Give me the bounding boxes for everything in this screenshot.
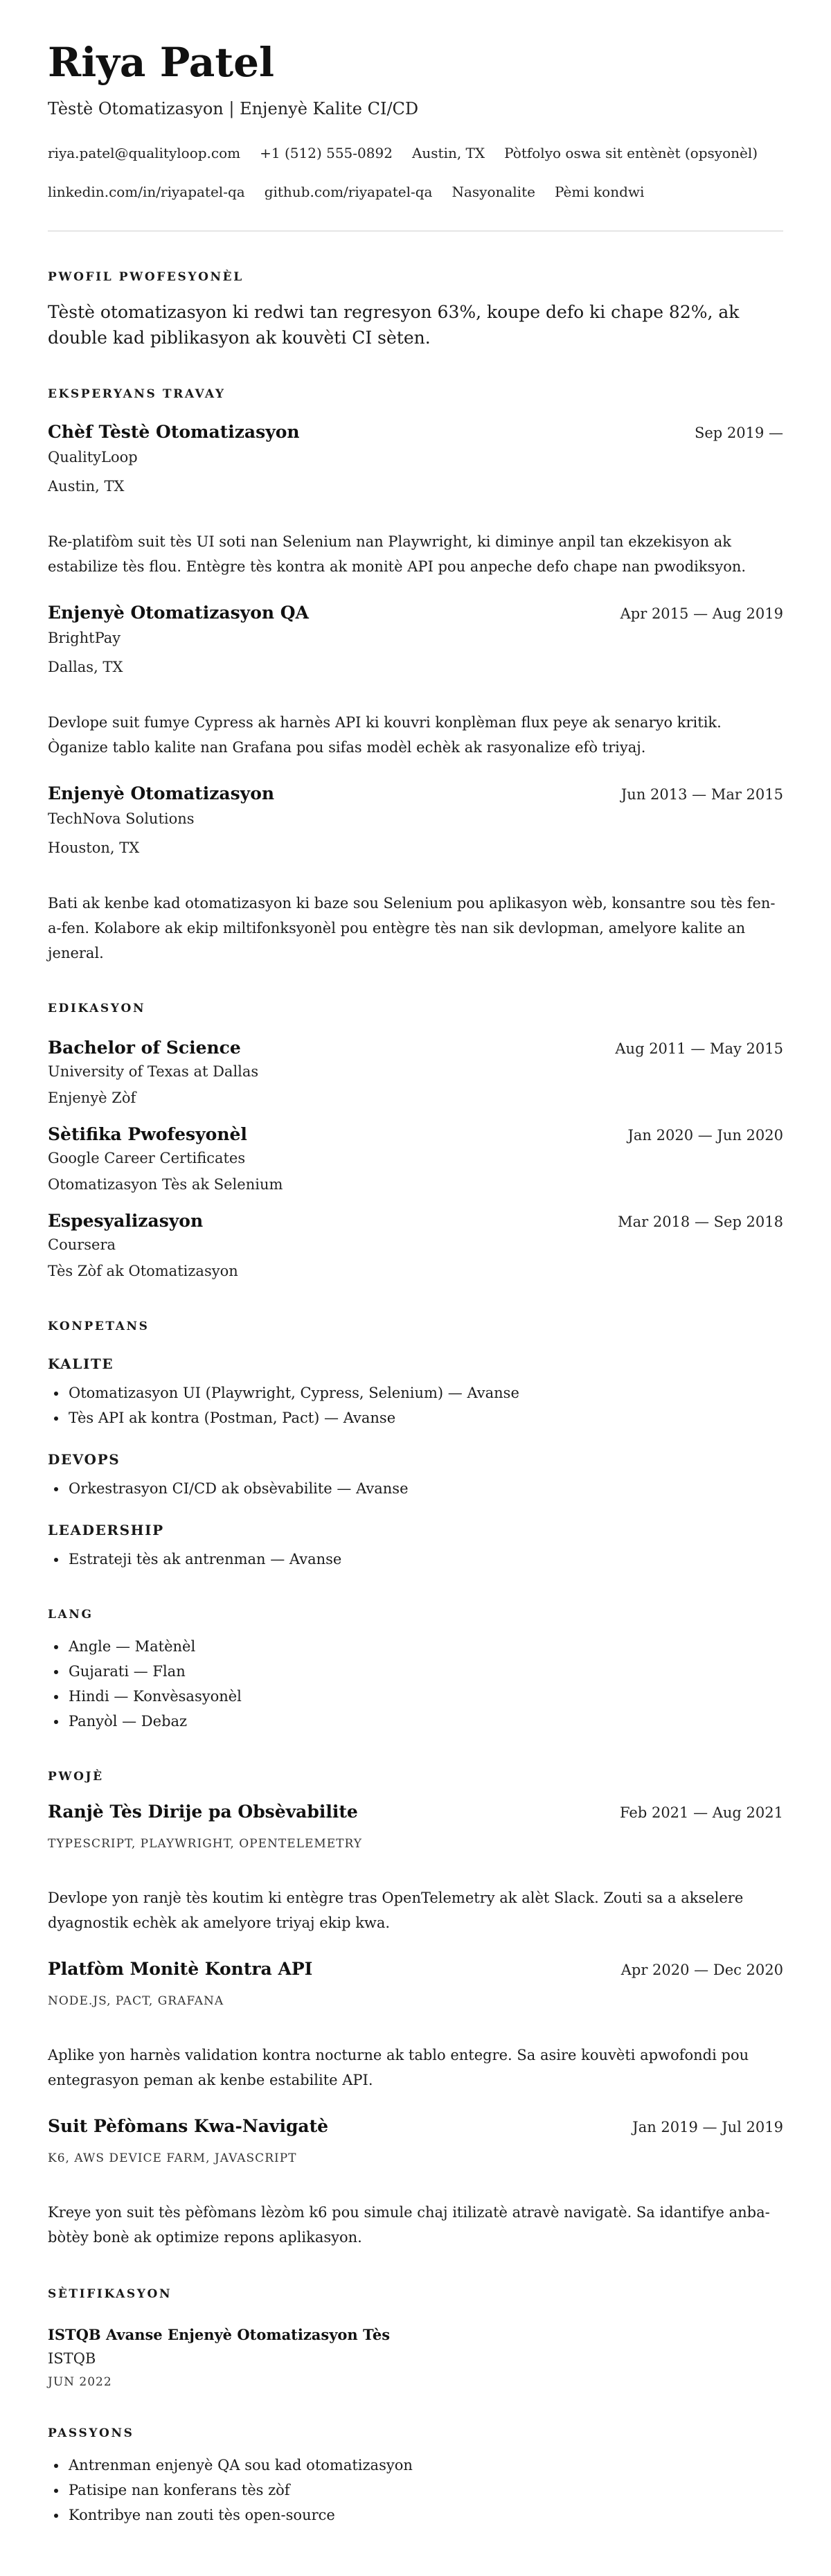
project-entry	[48, 1802, 783, 1935]
education-dates: Aug 2011 — May 2015	[615, 1040, 783, 1057]
project-name: Ranjè Tès Dirije pa Obsèvabilite	[48, 1801, 358, 1822]
project-dates: Jan 2019 — Jul 2019	[632, 2118, 783, 2135]
list-item: • Hindi — Konvèsasyonèl	[67, 1684, 783, 1709]
education-entry	[48, 1211, 783, 1279]
job-entry	[48, 422, 783, 579]
job-entry	[48, 783, 783, 966]
education-entry	[48, 1124, 783, 1193]
project-dates: Feb 2021 — Aug 2021	[619, 1804, 783, 1821]
job-description: Devlope suit fumye Cypress ak harnès API ki kouvri konplèman flux peye ak senaryo kritik. Òganize tablo kalite nan Grafana pou sifas modèl echèk ak rasyonalize efò triyaj.	[48, 713, 722, 756]
project-description: Aplike yon harnès validation kontra nocturne ak tablo entegre. Sa asire kouvèti apwofondi pou entegrasyon peman ak kenbe estabilite API.	[48, 2046, 749, 2088]
job-location: Houston, TX	[48, 839, 140, 856]
candidate-name: Riya Patel	[48, 39, 275, 86]
list-item: • Kontribye nan zouti tès open-source	[67, 2503, 783, 2528]
list-item: • Antrenman enjenyè QA sou kad otomatizasyon	[67, 2453, 783, 2478]
skill-group-title: DEVOPS	[48, 1450, 120, 1468]
contact-location: Austin, TX	[411, 144, 485, 161]
section-title-experience: EKSPERYANS TRAVAY	[48, 387, 226, 401]
contact-portfolio[interactable]: Pòtfolyo oswa sit entènèt (opsyonèl)	[504, 144, 758, 161]
job-location: Austin, TX	[48, 477, 125, 495]
project-name: Platfòm Monitè Kontra API	[48, 1958, 313, 1979]
contact-linkedin[interactable]: linkedin.com/in/riyapatel-qa	[48, 183, 245, 200]
education-entry	[48, 1038, 783, 1106]
skill-group-title: KALITE	[48, 1355, 114, 1372]
list-item: • Panyòl — Debaz	[67, 1709, 783, 1734]
list-item: • Angle — Matènèl	[67, 1634, 783, 1659]
job-location: Dallas, TX	[48, 658, 123, 675]
job-dates: Apr 2015 — Aug 2019	[620, 605, 783, 622]
job-description: Bati ak kenbe kad otomatizasyon ki baze sou Selenium pou aplikasyon wèb, konsantre sou tès fen-a-fen. Kolabore ak ekip miltifonksyonèl pou entègre tès nan sik devlopman, amelyore kalite an jeneral.	[48, 894, 776, 961]
list-item: • Otomatizasyon UI (Playwright, Cypress, Selenium) — Avanse	[67, 1380, 783, 1405]
section-title-skills: KONPETANS	[48, 1319, 150, 1333]
project-tech: K6, AWS DEVICE FARM, JAVASCRIPT	[48, 2151, 297, 2165]
skill-group-title: LEADERSHIP	[48, 1521, 164, 1538]
job-dates: Sep 2019 —	[694, 424, 783, 441]
education-degree: Sètifika Pwofesyonèl	[48, 1123, 247, 1144]
list-item: • Tès API ak kontra (Postman, Pact) — Avanse	[67, 1405, 783, 1430]
summary-text: Tèstè otomatizasyon ki redwi tan regresyon 63%, koupe defo ki chape 82%, ak double kad piblikasyon ak kouvèti CI sèten.	[48, 301, 740, 348]
contact-info	[48, 134, 783, 211]
education-school: Coursera	[48, 1236, 116, 1253]
project-dates: Apr 2020 — Dec 2020	[620, 1961, 783, 1978]
language-list	[48, 1634, 783, 1734]
education-dates: Jan 2020 — Jun 2020	[627, 1126, 783, 1144]
education-field: Tès Zòf ak Otomatizasyon	[48, 1262, 238, 1279]
job-role: Enjenyè Otomatizasyon QA	[48, 602, 309, 623]
section-title-languages: LANG	[48, 1607, 93, 1622]
contact-github[interactable]: github.com/riyapatel-qa	[264, 183, 433, 200]
job-entry	[48, 603, 783, 760]
skill-list	[48, 1476, 783, 1501]
section-title-certifications: SÈTIFIKASYON	[48, 2286, 172, 2301]
skill-list	[48, 1547, 783, 1572]
list-item: • Estrateji tès ak antrenman — Avanse	[67, 1547, 783, 1572]
candidate-headline: Tèstè Otomatizasyon | Enjenyè Kalite CI/CD	[48, 98, 419, 118]
section-title-interests: PASSYONS	[48, 2426, 134, 2440]
list-item: • Gujarati — Flan	[67, 1659, 783, 1684]
education-school: University of Texas at Dallas	[48, 1063, 259, 1080]
certification-date: JUN 2022	[48, 2374, 112, 2389]
certification-issuer: ISTQB	[48, 2350, 96, 2367]
certification-name: ISTQB Avanse Enjenyè Otomatizasyon Tès	[48, 2325, 391, 2343]
job-dates: Jun 2013 — Mar 2015	[620, 785, 783, 803]
interest-list	[48, 2453, 783, 2528]
education-dates: Mar 2018 — Sep 2018	[618, 1213, 783, 1230]
section-title-education: EDIKASYON	[48, 1001, 146, 1015]
job-role: Enjenyè Otomatizasyon	[48, 783, 275, 803]
education-field: Otomatizasyon Tès ak Selenium	[48, 1175, 283, 1193]
job-role: Chèf Tèstè Otomatizasyon	[48, 421, 300, 442]
job-description: Re-platifòm suit tès UI soti nan Selenium nan Playwright, ki diminye anpil tan ekzekisyon ak estabilize tès flou. Entègre tès kontra ak monitè API pou anpeche defo chape nan pwodiksyon.	[48, 533, 747, 575]
contact-driving-license: Pèmi kondwi	[554, 183, 645, 200]
project-entry	[48, 1959, 783, 2093]
education-degree: Bachelor of Science	[48, 1037, 241, 1058]
education-school: Google Career Certificates	[48, 1149, 246, 1166]
education-degree: Espesyalizasyon	[48, 1210, 204, 1231]
project-name: Suit Pèfòmans Kwa-Navigatè	[48, 2115, 329, 2136]
project-entry	[48, 2116, 783, 2250]
project-tech: NODE.JS, PACT, GRAFANA	[48, 1993, 224, 2008]
list-item: • Patisipe nan konferans tès zòf	[67, 2478, 783, 2503]
skill-list	[48, 1380, 783, 1430]
contact-email[interactable]: riya.patel@qualityloop.com	[48, 144, 241, 161]
project-description: Devlope yon ranjè tès koutim ki entègre tras OpenTelemetry ak alèt Slack. Zouti sa a akselere dyagnostik echèk ak amelyore triyaj ekip kwa.	[48, 1889, 744, 1931]
project-tech: TYPESCRIPT, PLAYWRIGHT, OPENTELEMETRY	[48, 1836, 363, 1851]
section-title-projects: PWOJÈ	[48, 1769, 104, 1784]
education-field: Enjenyè Zòf	[48, 1089, 136, 1106]
job-company: TechNova Solutions	[48, 810, 195, 827]
contact-nationality: Nasyonalite	[452, 183, 535, 200]
job-company: BrightPay	[48, 629, 121, 646]
certification-entry	[48, 2326, 783, 2389]
job-company: QualityLoop	[48, 448, 138, 465]
list-item: • Orkestrasyon CI/CD ak obsèvabilite — Avanse	[67, 1476, 783, 1501]
contact-phone[interactable]: +1 (512) 555-0892	[260, 144, 393, 161]
section-title-summary: PWOFIL PWOFESYONÈL	[48, 269, 244, 284]
project-description: Kreye yon suit tès pèfòmans lèzòm k6 pou simule chaj itilizatè atravè navigatè. Sa idantifye anba-bòtèy bonè ak optimize repons aplikasyon.	[48, 2203, 770, 2246]
